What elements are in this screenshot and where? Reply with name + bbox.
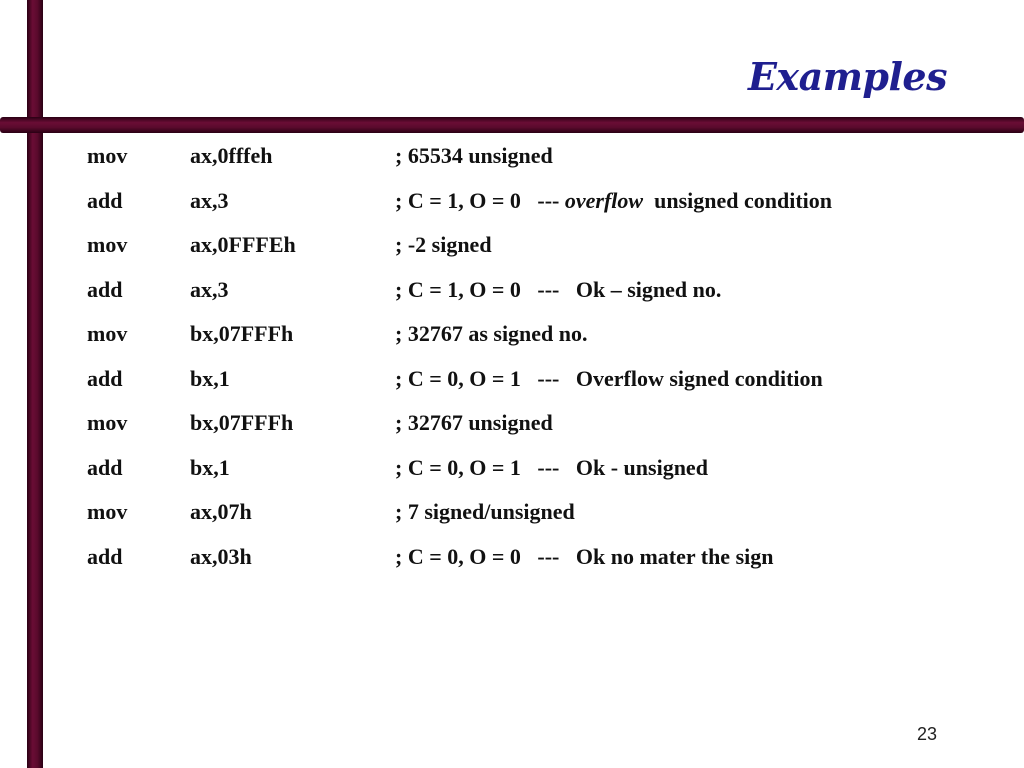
instruction-operands: bx,1 — [190, 365, 230, 391]
vertical-accent-bar — [27, 0, 43, 768]
instruction-mnemonic: mov — [87, 499, 128, 524]
instruction-comment: ; C = 0, O = 0 --- Ok no mater the sign — [395, 543, 774, 569]
instruction-comment — [395, 186, 832, 216]
instruction-comment: ; C = 0, O = 1 --- Overflow signed condition — [395, 365, 823, 391]
instruction-operands: ax,07h — [190, 499, 252, 524]
instruction-mnemonic: mov — [87, 232, 128, 257]
instruction-comment: ; -2 signed — [395, 232, 492, 257]
instruction-mnemonic: add — [87, 187, 123, 213]
instruction-mnemonic: add — [87, 365, 123, 391]
instruction-mnemonic: mov — [87, 410, 128, 435]
comment-suffix: unsigned condition — [643, 187, 832, 213]
comment-prefix: ; C = 1, O = 0 --- — [395, 187, 565, 213]
horizontal-accent-bar — [0, 117, 1024, 133]
instruction-operands: bx,07FFFh — [190, 321, 294, 346]
instruction-mnemonic: mov — [87, 143, 128, 168]
instruction-comment: ; 65534 unsigned — [395, 143, 553, 168]
comment-emphasis: overflow — [564, 187, 644, 213]
instruction-comment: ; C = 1, O = 0 --- Ok – signed no. — [395, 276, 722, 302]
instruction-operands: ax,3 — [190, 187, 229, 213]
instruction-comment: ; 32767 as signed no. — [395, 321, 588, 346]
instruction-mnemonic: mov — [87, 321, 128, 346]
instruction-operands: ax,3 — [190, 276, 229, 302]
instruction-comment: ; C = 0, O = 1 --- Ok - unsigned — [395, 454, 708, 480]
instruction-mnemonic: add — [87, 543, 123, 569]
instruction-mnemonic: add — [87, 454, 123, 480]
instruction-operands: bx,1 — [190, 454, 230, 480]
instruction-mnemonic: add — [87, 276, 123, 302]
slide-title: Examples — [747, 54, 947, 99]
instruction-comment: ; 32767 unsigned — [395, 410, 553, 435]
instruction-operands: ax,0fffeh — [190, 143, 273, 168]
instruction-operands: bx,07FFFh — [190, 410, 294, 435]
instruction-operands: ax,03h — [190, 543, 252, 569]
instruction-comment: ; 7 signed/unsigned — [395, 499, 575, 524]
page-number: 23 — [916, 724, 937, 744]
instruction-operands: ax,0FFFEh — [190, 232, 296, 257]
